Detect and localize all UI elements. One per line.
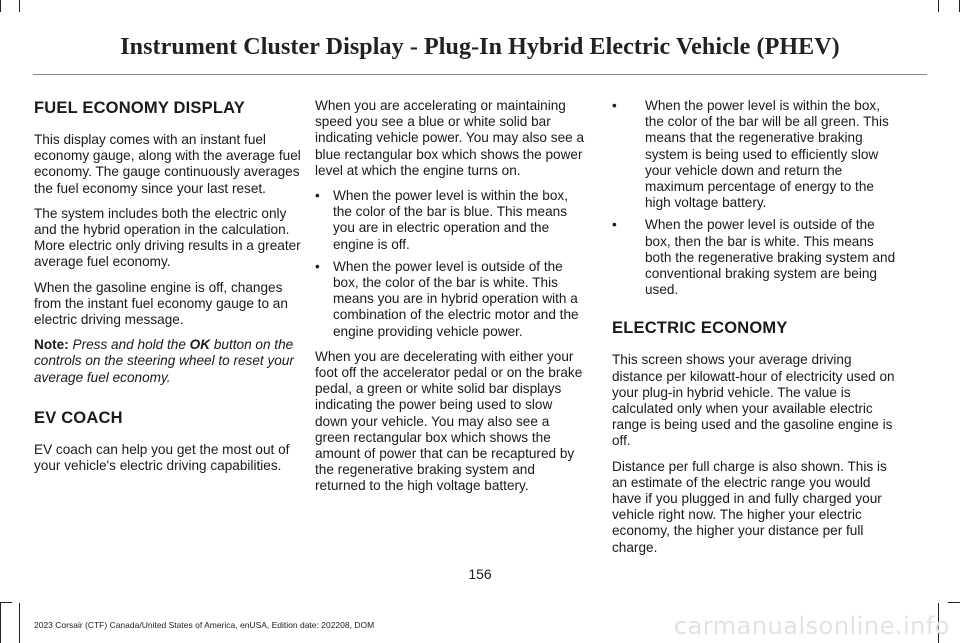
paragraph: When the gasoline engine is off, changes from the instant fuel economy gauge to an electric driving message. (34, 279, 288, 328)
watermark: carmanualsonline.info (673, 612, 950, 640)
page-number: 156 (468, 566, 492, 582)
paragraph: When you are accelerating or maintaining speed you see a blue or white solid bar indicating vehicle power. You may also see a blue rectangular box which shows the power level at which the engine turns on. (315, 98, 585, 178)
paragraph: This display comes with an instant fuel economy gauge, along with the average fuel economy. The gauge continuously averages the fuel economy since your last reset. (34, 132, 301, 196)
crop-mark (0, 603, 1, 643)
list-item: • When the power level is within the box, the color of the bar is blue. This means you are in electric operation and the engine is off. (315, 188, 585, 253)
note-label: Note: (34, 337, 69, 353)
paragraph: When you are decelerating with either your foot off the accelerator pedal or on the brake pedal, a green or white solid bar displays indicating the power being used to slow down your vehicle. You may also see a green rectangular box which shows the amount of power that can be recaptured by the regenerative braking system and returned to the high voltage battery. (315, 348, 583, 494)
column-1 (34, 98, 304, 483)
page-title: Instrument Cluster Display - Plug-In Hybrid Electric Vehicle (PHEV) (120, 34, 840, 60)
note-text: button on the controls on the steering wheel to reset your average fuel economy. (34, 337, 294, 385)
crop-mark (938, 0, 939, 12)
list-item: • When the power level is outside of the box, then the bar is white. This means both the regenerative braking system and conventional braking system are being used. (612, 217, 896, 298)
section-heading-fuel-economy: FUEL ECONOMY DISPLAY (34, 99, 245, 117)
header-divider (33, 74, 927, 75)
note-paragraph (34, 337, 304, 386)
paragraph: The system includes both the electric only and the hybrid operation in the calculation. More electric only driving results in a greater average fuel economy. (34, 205, 301, 270)
column-2 (315, 98, 585, 504)
list-item: • When the power level is within the box, the color of the bar will be all green. This means that the regenerative braking system is being used to efficiently slow your vehicle down and return the maximum percentage of energy to the high voltage battery. (612, 98, 896, 211)
bullet-list (315, 188, 585, 340)
section-heading-electric-economy: ELECTRIC ECONOMY (612, 319, 788, 338)
crop-mark (19, 603, 20, 643)
column-3 (612, 98, 896, 565)
list-item: • When the power level is outside of the box, the color of the bar is white. This means you are in hybrid operation with a combination of the electric motor and the engine providing vehicle power. (315, 259, 585, 340)
crop-mark (0, 602, 12, 603)
paragraph: This screen shows your average driving distance per kilowatt-hour of electricity used on your plug-in hybrid vehicle. The value is calculated only when your available electric range is being used and the gasoline engine is off. (612, 352, 895, 449)
crop-mark (0, 0, 1, 12)
ok-button-reference: OK (189, 337, 211, 353)
paragraph: EV coach can help you get the most out of your vehicle's electric driving capabilities. (34, 441, 290, 474)
crop-mark (19, 0, 20, 12)
crop-mark (948, 602, 960, 603)
note-text: Press and hold the (72, 337, 186, 353)
bullet-list (612, 98, 896, 298)
footer-edition-info: 2023 Corsair (CTF) Canada/United States of America, enUSA, Edition date: 202208, DOM (34, 620, 375, 630)
paragraph: Distance per full charge is also shown. This is an estimate of the electric range you would have if you plugged in and fully charged your vehicle right now. The higher your electric economy, the higher your distance per full charge. (612, 458, 887, 555)
section-heading-ev-coach: EV COACH (34, 408, 123, 427)
